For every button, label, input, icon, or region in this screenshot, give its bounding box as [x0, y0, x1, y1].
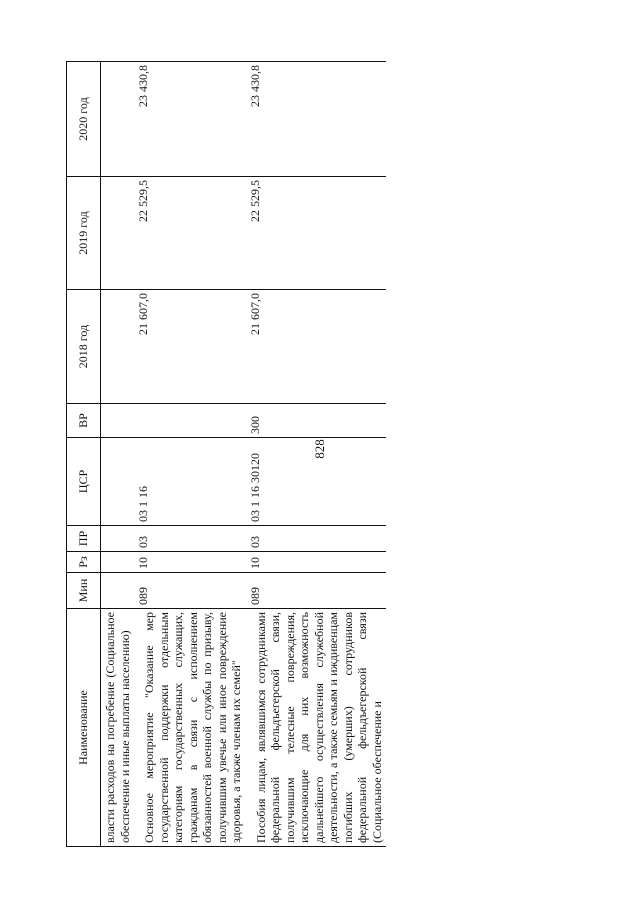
row-2020: 23 430,8 — [134, 62, 246, 177]
header-2018: 2018 год — [67, 290, 101, 404]
row-2020: 23 430,8 — [246, 62, 387, 177]
header-csr: ЦСР — [67, 438, 101, 526]
row-min: 089 — [246, 573, 387, 609]
row-2019: 22 529,5 — [246, 177, 387, 290]
row-csr — [101, 438, 135, 526]
row-csr: 03 1 16 30120 — [246, 438, 387, 526]
row-rz — [101, 552, 135, 573]
row-csr: 03 1 16 — [134, 438, 246, 526]
row-2018: 21 607,0 — [134, 290, 246, 404]
budget-table — [66, 61, 386, 847]
row-2018 — [101, 290, 135, 404]
header-min: Мин — [67, 573, 101, 609]
header-pr: ПР — [67, 526, 101, 552]
table-row — [246, 62, 387, 847]
table-row — [134, 62, 246, 847]
row-name: власти расходов на погребение (Социальное обеспечение и иные выплаты населению) — [101, 609, 135, 847]
row-pr — [101, 526, 135, 552]
header-name: Наименование — [67, 609, 101, 847]
row-vr: 300 — [246, 404, 387, 438]
rotated-table-wrapper — [66, 62, 596, 847]
row-name: Основное мероприятие "Оказание мер государственной поддержки отдельным категориям государственных служащих, гражданам в связи с исполнением обязанностей военной службы по призыву, получившим увечье или иное повреждение здоровья, а также членам их семей" — [134, 609, 246, 847]
row-pr: 03 — [134, 526, 246, 552]
page-number-text: 828 — [312, 439, 327, 459]
table-header-row — [67, 62, 101, 847]
row-2019 — [101, 177, 135, 290]
row-pr: 03 — [246, 526, 387, 552]
row-2018: 21 607,0 — [246, 290, 387, 404]
header-2019: 2019 год — [67, 177, 101, 290]
row-min: 089 — [134, 573, 246, 609]
row-rz: 10 — [134, 552, 246, 573]
row-min — [101, 573, 135, 609]
row-name: Пособия лицам, являвшимся сотрудниками федеральной фельдъегерской связи, получившим телесные повреждения, исключающие для них возможность дальнейшего осуществления служебной деятельности, а также семьям и иждивенцам погибших (умерших) сотрудников федеральной фельдъегерской связи (Социальное обеспечение и — [246, 609, 387, 847]
row-rz: 10 — [246, 552, 387, 573]
table-row — [101, 62, 135, 847]
row-vr — [134, 404, 246, 438]
header-rz: Рз — [67, 552, 101, 573]
header-2020: 2020 год — [67, 62, 101, 177]
row-2020 — [101, 62, 135, 177]
header-vr: ВР — [67, 404, 101, 438]
row-vr — [101, 404, 135, 438]
row-2019: 22 529,5 — [134, 177, 246, 290]
